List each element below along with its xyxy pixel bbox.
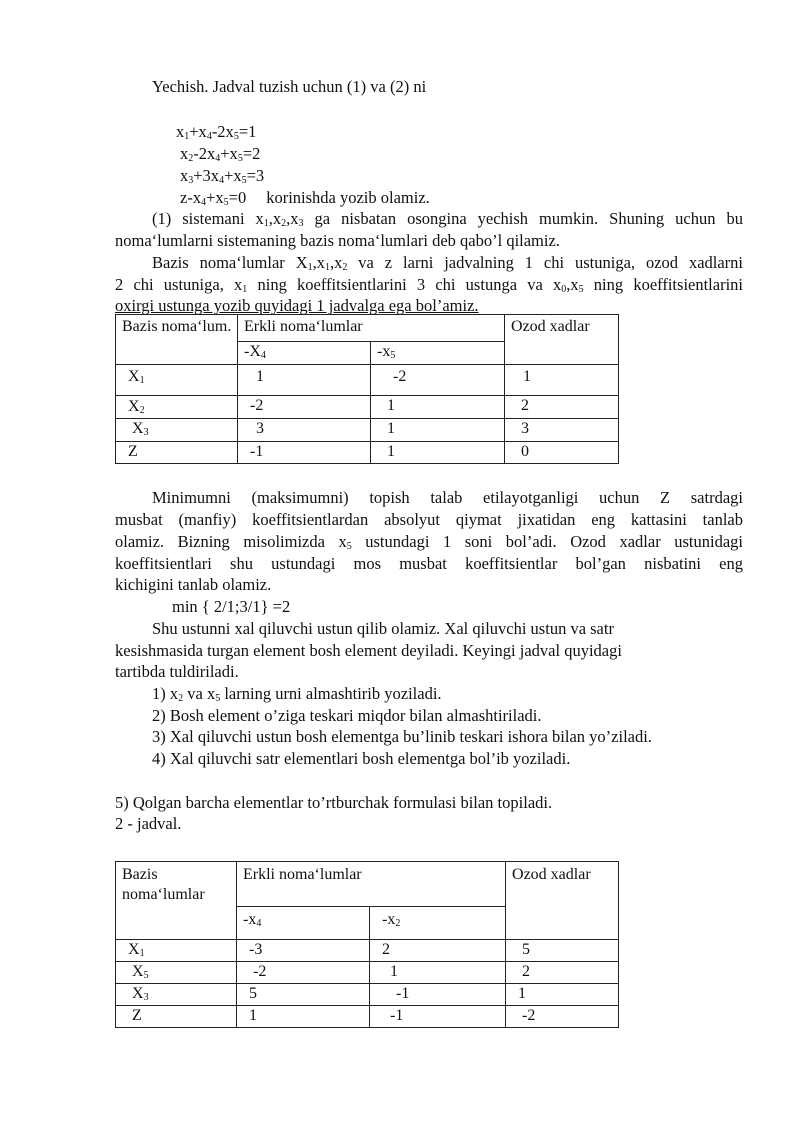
- cell-value: 1: [371, 442, 505, 464]
- table-row: [116, 962, 619, 984]
- cell-value: 0: [505, 442, 619, 464]
- table-row: [116, 396, 619, 419]
- paragraph-2-line-2: 2 chi ustuniga, $x_1$ ning koeffitsientlarini 3 chi ustunga va $x_0,x_5$ ning koeffitsientlarini: [115, 275, 744, 295]
- cell-value: 5: [237, 984, 370, 1006]
- cell-value: -1: [370, 984, 506, 1006]
- cell-value: -1: [370, 1006, 506, 1028]
- cell-value: 1: [370, 962, 506, 984]
- paragraph-4-line-1: Shu ustunni xal qiluvchi ustun qilib olamiz. Xal qiluvchi ustun va satr: [152, 619, 614, 638]
- cell-value: 1: [371, 396, 505, 419]
- row-variable: $X_2$: [116, 396, 238, 419]
- equation-3: $x_3+3x_4+x_5=3$: [180, 166, 265, 186]
- cell-value: 5: [506, 940, 619, 962]
- paragraph-3-line-2: musbat (manfiy) koeffitsientlardan absolyut qiymat jixatidan eng kattasini tanlab: [115, 510, 743, 529]
- table-row: [116, 442, 619, 464]
- table-row: [116, 940, 619, 962]
- subheader-col-2: $-x_5$: [371, 342, 505, 365]
- header-free-variables: Erkli noma‘lumlar: [237, 862, 506, 907]
- row-variable: Z: [116, 1006, 237, 1028]
- subheader-col-1: $-x_4$: [237, 907, 370, 940]
- table-row: [116, 419, 619, 442]
- step-2: 2) Bosh element o’ziga teskari miqdor bilan almashtiriladi.: [152, 706, 542, 725]
- paragraph-2-line-3: oxirgi ustunga yozib quyidagi 1 jadvalga ega bol’amiz.: [115, 296, 479, 315]
- table-row: [116, 984, 619, 1006]
- equation-4: $z-x_4+x_5=0$ korinishda yozib olamiz.: [180, 188, 430, 208]
- header-basis: Bazis noma‘lum.: [116, 315, 238, 365]
- cell-value: 1: [505, 365, 619, 396]
- row-variable: $X_5$: [116, 962, 237, 984]
- equation-suffix: korinishda yozib olamiz.: [266, 188, 430, 207]
- paragraph-3-line-3: olamiz. Bizning misolimizda $x_5$ ustundagi 1 soni bol’adi. Ozod xadlar ustunidagi: [115, 532, 743, 552]
- cell-value: -2: [506, 1006, 619, 1028]
- row-variable: $X_3$: [116, 419, 238, 442]
- equation-2: $x_2-2x_4+x_5=2$: [180, 144, 261, 164]
- cell-value: 1: [506, 984, 619, 1006]
- header-free-variables: Erkli noma‘lumlar: [238, 315, 505, 342]
- table-2-caption: 2 - jadval.: [115, 814, 182, 833]
- paragraph-1-line-2: noma‘lumlarni sistemaning bazis noma‘lumlari deb qabo’l qilamiz.: [115, 231, 560, 250]
- cell-value: -2: [237, 962, 370, 984]
- paragraph-1-line-1: (1) sistemani $x_1,x_2,x_3$ ga nisbatan osongina yechish mumkin. Shuning uchun bu: [152, 209, 743, 229]
- table-row: [116, 1006, 619, 1028]
- min-ratio-line: min { 2/1;3/1} =2: [172, 597, 291, 616]
- cell-value: -2: [238, 396, 371, 419]
- table-1: [115, 314, 619, 464]
- paragraph-3-line-1: Minimumni (maksimumni) topish talab etilayotganligi uchun Z satrdagi: [152, 488, 743, 507]
- row-variable: $X_1$: [116, 365, 238, 396]
- cell-value: 2: [505, 396, 619, 419]
- step-4: 4) Xal qiluvchi satr elementlari bosh elementga bol’ib yoziladi.: [152, 749, 571, 768]
- cell-value: -1: [238, 442, 371, 464]
- intro-line: Yechish. Jadval tuzish uchun (1) va (2) ni: [152, 77, 427, 96]
- row-variable: Z: [116, 442, 238, 464]
- table-2: [115, 861, 619, 1028]
- row-variable: $X_1$: [116, 940, 237, 962]
- step-1: 1) $x_2$ va $x_5$ larning urni almashtirib yoziladi.: [152, 684, 442, 704]
- subheader-col-2: $-x_2$: [370, 907, 506, 940]
- table-row: [116, 365, 619, 396]
- paragraph-3-line-5: kichigini tanlab olamiz.: [115, 575, 272, 594]
- subheader-col-1: $-X_4$: [238, 342, 371, 365]
- paragraph-4-line-3: tartibda tuldiriladi.: [115, 662, 239, 681]
- cell-value: 1: [371, 419, 505, 442]
- row-variable: $X_3$: [116, 984, 237, 1006]
- cell-value: 3: [238, 419, 371, 442]
- cell-value: 1: [238, 365, 371, 396]
- cell-value: -2: [371, 365, 505, 396]
- cell-value: 3: [505, 419, 619, 442]
- paragraph-2-line-1: Bazis noma‘lumlar $X_1,x_1,x_2$ va z larni jadvalning 1 chi ustuniga, ozod xadlarni: [152, 253, 743, 273]
- header-constants: Ozod xadlar: [505, 315, 619, 365]
- cell-value: 2: [506, 962, 619, 984]
- step-3: 3) Xal qiluvchi ustun bosh elementga bu’linib teskari ishora bilan yo’ziladi.: [152, 727, 652, 746]
- cell-value: -3: [237, 940, 370, 962]
- cell-value: 1: [237, 1006, 370, 1028]
- step-5: 5) Qolgan barcha elementlar to’rtburchak formulasi bilan topiladi.: [115, 793, 553, 812]
- equation-1: $x_1+x_4-2x_5=1$: [176, 122, 257, 142]
- header-constants: Ozod xadlar: [506, 862, 619, 940]
- header-basis: Bazis noma‘lumlar: [116, 862, 237, 940]
- paragraph-4-line-2: kesishmasida turgan element bosh element deyiladi. Keyingi jadval quyidagi: [115, 641, 622, 660]
- cell-value: 2: [370, 940, 506, 962]
- paragraph-3-line-4: koeffitsientlari shu ustundagi mos musbat koeffitsientlar bol’gan nisbatini eng: [115, 554, 743, 573]
